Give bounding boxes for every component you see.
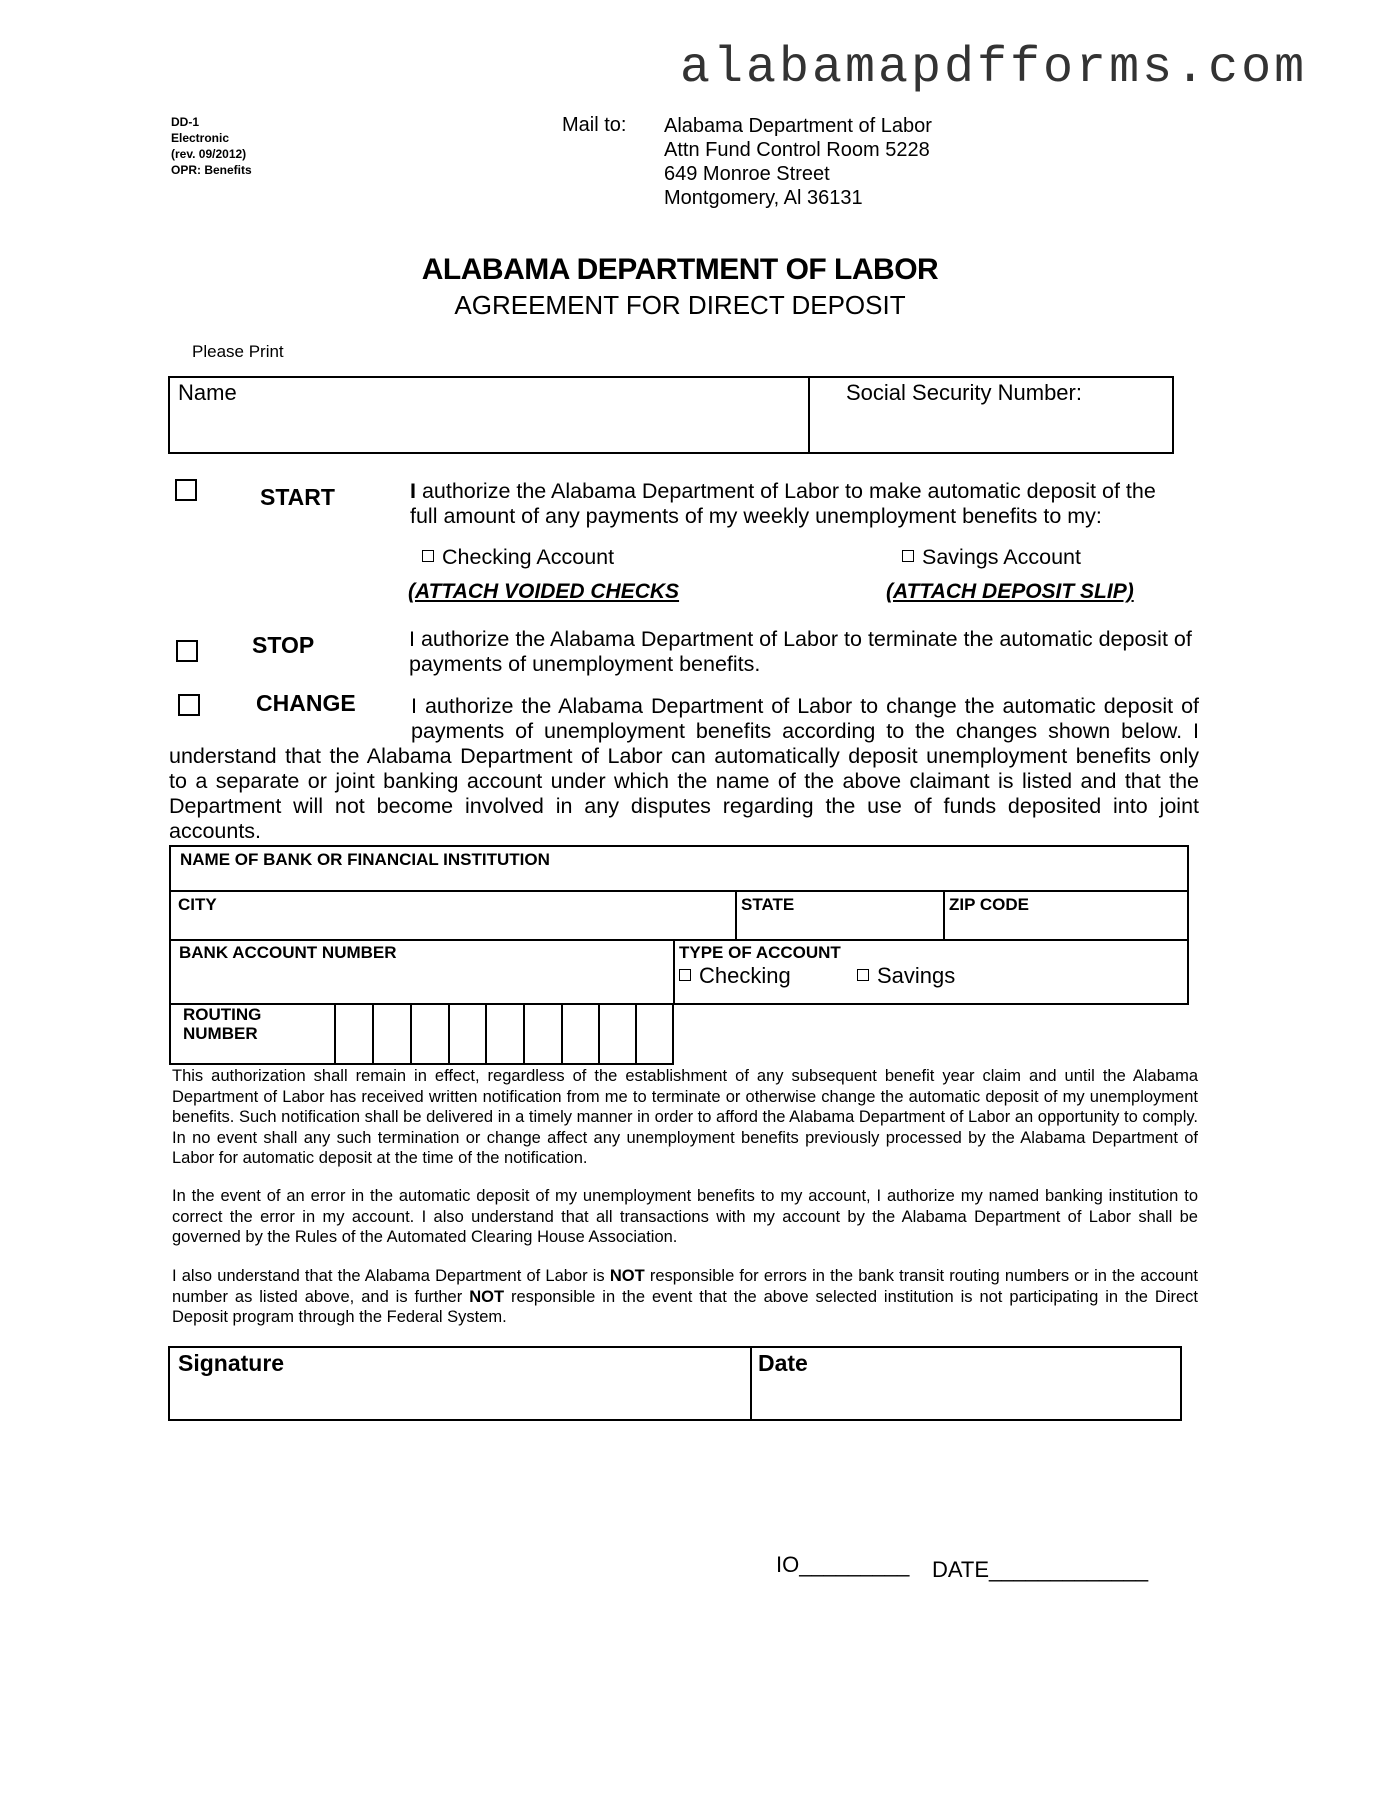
stop-label: STOP — [252, 632, 315, 658]
mail-to-label: Mail to: — [562, 114, 627, 136]
change-text-lines-1-2 — [411, 694, 1199, 744]
attach-deposit-slip-note: (ATTACH DEPOSIT SLIP) — [886, 580, 1134, 603]
liability-not-2: NOT — [469, 1287, 505, 1306]
name-ssn-divider — [808, 378, 810, 452]
form-subtitle: AGREEMENT FOR DIRECT DEPOSIT — [454, 290, 906, 320]
authorization-paragraph: This authorization shall remain in effect, regardless of the establishment of any subsequent benefit year claim and until the Alabama Department of Labor has received written notification from me to terminate or otherwise change the automatic deposit of my unemployment benefits. Such notification shall be delivered in a timely manner in order to afford the Alabama Department of Labor an opportunity to comply. In no event shall any such termination or change affect any unemployment benefits previously processed by the Alabama Department of Labor for automatic deposit at the time of the notification. — [172, 1067, 1198, 1167]
bank-table-rule-1 — [171, 890, 1187, 892]
start-text-line-2: full amount of any payments of my weekly unemployment benefits to my: — [410, 504, 1102, 528]
routing-digit-cells — [334, 1003, 672, 1063]
name-ssn-box — [168, 376, 1174, 454]
city-state-divider — [735, 890, 737, 941]
change-checkbox[interactable] — [178, 694, 200, 716]
change-text-line-1: I authorize the Alabama Department of Labor to change the automatic deposit of — [411, 694, 1199, 718]
routing-digit-9[interactable] — [635, 1003, 672, 1063]
start-checkbox[interactable] — [175, 479, 197, 501]
account-number-label: BANK ACCOUNT NUMBER — [179, 943, 397, 962]
start-text-bold: I — [410, 479, 416, 503]
office-date-field[interactable]: DATE_____________ — [932, 1557, 1149, 1582]
stop-checkbox[interactable] — [176, 640, 198, 662]
account-type-checking[interactable] — [679, 963, 791, 989]
state-zip-divider — [943, 890, 945, 941]
liability-text-2: responsible for errors in the bank transit routing numbers or in the account number as listed above, and is further — [172, 1267, 1198, 1306]
bank-table-rule-2 — [171, 939, 1187, 941]
state-label: STATE — [741, 895, 795, 914]
form-opr: OPR: Benefits — [171, 163, 252, 177]
change-text-line-5: Department will not become involved in any disputes regarding the use of funds deposited into joint — [169, 794, 1199, 818]
start-text-line-1: authorize the Alabama Department of Labor to make automatic deposit of the — [415, 479, 1156, 503]
stop-text — [409, 627, 1209, 677]
ssn-field[interactable] — [814, 408, 1170, 448]
date-field[interactable] — [758, 1380, 1176, 1416]
routing-number-row — [169, 1003, 674, 1065]
bank-name-field[interactable] — [175, 869, 1183, 889]
change-text-lines-3-6 — [169, 744, 1199, 844]
ssn-label: Social Security Number: — [846, 380, 1082, 405]
account-number-field[interactable] — [175, 965, 669, 999]
liability-paragraph — [172, 1266, 1198, 1328]
stop-text-line-1: I authorize the Alabama Department of Labor to terminate the automatic deposit of — [409, 627, 1192, 651]
account-type-savings[interactable] — [857, 963, 955, 989]
routing-label-line-1: ROUTING — [183, 1005, 262, 1024]
stop-text-line-2: payments of unemployment benefits. — [409, 652, 761, 676]
start-text — [410, 479, 1210, 529]
form-id-block — [171, 114, 252, 178]
start-checking-option[interactable] — [422, 545, 614, 570]
routing-digit-6[interactable] — [523, 1003, 561, 1063]
date-label: Date — [758, 1350, 808, 1376]
form-title: ALABAMA DEPARTMENT OF LABOR — [421, 253, 939, 286]
routing-digit-8[interactable] — [598, 1003, 635, 1063]
change-text-line-4: to a separate or joint banking account under which the name of the above claimant is listed and that the — [169, 769, 1199, 793]
savings-checkbox[interactable] — [902, 550, 914, 562]
signature-label: Signature — [178, 1350, 285, 1376]
routing-digit-3[interactable] — [410, 1003, 448, 1063]
type-checking-label: Checking — [699, 963, 791, 988]
start-savings-option[interactable] — [902, 545, 1081, 570]
form-revision: (rev. 09/2012) — [171, 147, 247, 161]
site-watermark: alabamapdfforms.com — [680, 40, 1308, 97]
zip-label: ZIP CODE — [949, 895, 1029, 914]
routing-digit-2[interactable] — [372, 1003, 410, 1063]
address-line-1: Alabama Department of Labor — [664, 115, 932, 137]
name-label: Name — [178, 380, 237, 405]
city-label: CITY — [178, 895, 217, 914]
account-type-divider — [673, 939, 675, 1003]
checking-checkbox[interactable] — [422, 550, 434, 562]
routing-digit-7[interactable] — [561, 1003, 598, 1063]
signature-date-divider — [750, 1348, 752, 1419]
address-line-2: Attn Fund Control Room 5228 — [664, 139, 930, 161]
change-text-line-2: payments of unemployment benefits according to the changes shown below. I — [411, 719, 1199, 743]
attach-voided-checks-note: (ATTACH VOIDED CHECKS — [408, 580, 680, 603]
please-print-note: Please Print — [192, 342, 284, 361]
form-number: DD-1 — [171, 115, 200, 129]
change-label: CHANGE — [256, 690, 356, 716]
mailing-address — [664, 114, 932, 210]
change-text-line-3: understand that the Alabama Department of Labor can automatically deposit unemployment benefits only — [169, 744, 1199, 768]
start-label: START — [260, 484, 335, 510]
liability-not-1: NOT — [609, 1267, 645, 1285]
checking-label: Checking Account — [442, 545, 615, 569]
bank-info-table — [169, 845, 1189, 1005]
office-io-field[interactable]: IO_________ — [776, 1552, 910, 1577]
liability-text-3: responsible in the event that the above selected institution is not participating in the Direct Deposit program through the Federal System. — [172, 1287, 1199, 1326]
routing-digit-1[interactable] — [334, 1003, 372, 1063]
form-type: Electronic — [171, 131, 230, 145]
savings-label: Savings Account — [922, 545, 1081, 569]
account-type-label: TYPE OF ACCOUNT — [679, 943, 841, 962]
type-savings-label: Savings — [877, 963, 956, 988]
routing-digit-4[interactable] — [448, 1003, 485, 1063]
type-savings-checkbox[interactable] — [857, 969, 869, 981]
name-field[interactable] — [174, 408, 802, 448]
signature-field[interactable] — [174, 1380, 744, 1416]
bank-name-label: NAME OF BANK OR FINANCIAL INSTITUTION — [180, 850, 550, 869]
type-checking-checkbox[interactable] — [679, 969, 691, 981]
routing-digit-5[interactable] — [485, 1003, 523, 1063]
routing-number-label — [183, 1005, 261, 1043]
address-line-3: 649 Monroe Street — [664, 163, 830, 185]
zip-field[interactable] — [949, 915, 1183, 937]
routing-label-line-2: NUMBER — [183, 1024, 258, 1043]
address-line-4: Montgomery, Al 36131 — [664, 187, 863, 209]
change-text-line-6: accounts. — [169, 819, 262, 843]
liability-text-1: I also understand that the Alabama Department of Labor is — [172, 1267, 610, 1285]
signature-date-box — [168, 1346, 1182, 1421]
state-field[interactable] — [741, 915, 939, 937]
city-field[interactable] — [175, 915, 731, 937]
error-correction-paragraph: In the event of an error in the automatic deposit of my unemployment benefits to my account, I authorize my named banking institution to correct the error in my account. I also understand that all transactions with my account by the Alabama Department of Labor shall be governed by the Rules of the Automated Clearing House Association. — [172, 1187, 1198, 1246]
